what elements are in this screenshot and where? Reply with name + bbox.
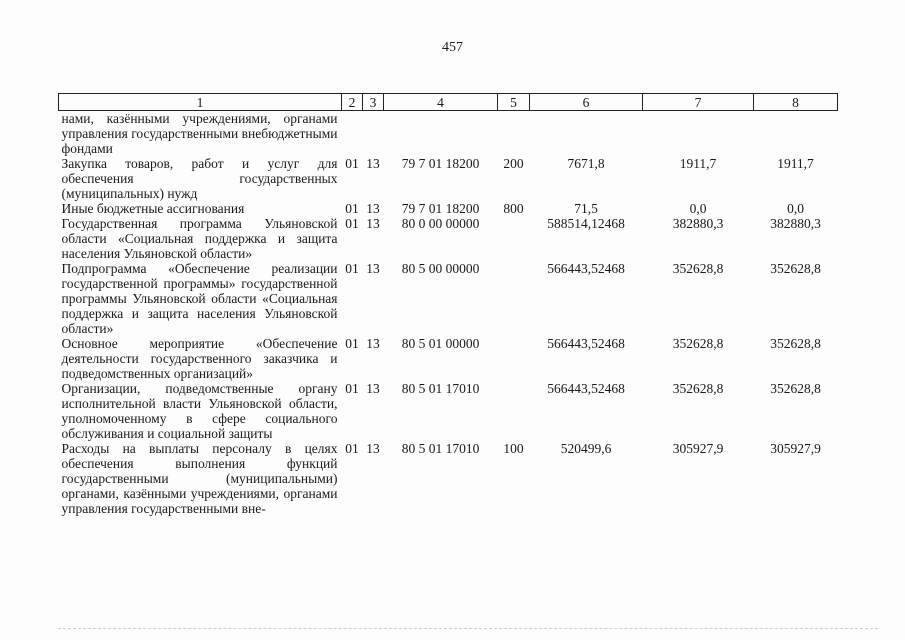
row-subsection: 13 <box>366 441 380 456</box>
row-value-6: 7671,8 <box>567 156 605 171</box>
row-section: 01 <box>345 201 359 216</box>
row-subsection: 13 <box>366 336 380 351</box>
row-value-8: 352628,8 <box>770 336 821 351</box>
table-row <box>59 381 838 441</box>
row-section: 01 <box>345 156 359 171</box>
row-value-6: 71,5 <box>574 201 598 216</box>
row-section: 01 <box>345 336 359 351</box>
row-value-6: 520499,6 <box>560 441 612 456</box>
row-target-article: 80 5 01 00000 <box>401 336 480 351</box>
row-name: нами, казёнными учреждениями, органами управления государственными внебюджетными фондами <box>61 111 338 156</box>
budget-table <box>58 93 838 516</box>
row-target-article: 80 5 01 17010 <box>401 441 480 456</box>
row-subsection <box>363 111 384 157</box>
row-expense-type <box>498 381 530 441</box>
row-value-8: 305927,9 <box>770 441 821 456</box>
row-value-7: 305927,9 <box>672 441 724 456</box>
row-name: Основное мероприятие «Обеспечение деятельности государственного заказчика и подведомственных организаций» <box>61 336 338 381</box>
column-header-5: 5 <box>498 94 530 111</box>
table-row <box>59 441 838 516</box>
column-header-6: 6 <box>530 94 643 111</box>
row-value-6: 566443,52468 <box>547 261 625 276</box>
row-value-7: 382880,3 <box>672 216 724 231</box>
row-target-article: 79 7 01 18200 <box>401 156 480 171</box>
row-expense-type <box>498 216 530 261</box>
row-expense-type <box>498 336 530 381</box>
page-bottom-edge <box>58 628 878 629</box>
row-subsection: 13 <box>366 156 380 171</box>
row-value-8: 352628,8 <box>770 261 821 276</box>
row-section: 01 <box>345 441 359 456</box>
row-value-7: 1911,7 <box>679 156 717 171</box>
column-header-3: 3 <box>363 94 384 111</box>
table-row <box>59 336 838 381</box>
table-header-row <box>59 94 838 111</box>
row-section: 01 <box>345 381 359 396</box>
row-section: 01 <box>345 216 359 231</box>
row-value-7: 0,0 <box>689 201 707 216</box>
row-subsection: 13 <box>366 261 380 276</box>
row-value-8: 0,0 <box>787 201 804 216</box>
row-value-7 <box>643 111 754 157</box>
row-value-8 <box>754 111 838 157</box>
column-header-2: 2 <box>342 94 363 111</box>
row-target-article: 80 5 01 17010 <box>401 381 480 396</box>
table-row <box>59 216 838 261</box>
table-row <box>59 201 838 216</box>
row-value-8: 382880,3 <box>770 216 821 231</box>
column-header-7: 7 <box>643 94 754 111</box>
row-name: Организации, подведомственные органу исполнительной власти Ульяновской области, уполномоченному в сфере социального обслуживания и социальной защиты <box>61 381 338 441</box>
row-target-article: 79 7 01 18200 <box>401 201 480 216</box>
row-value-8: 352628,8 <box>770 381 821 396</box>
row-section: 01 <box>345 261 359 276</box>
row-expense-type: 200 <box>503 156 524 171</box>
column-header-8: 8 <box>754 94 838 111</box>
row-name: Иные бюджетные ассигнования <box>61 201 245 216</box>
row-expense-type: 100 <box>503 441 524 456</box>
row-target-article <box>384 111 498 157</box>
row-section <box>342 111 363 157</box>
column-header-1: 1 <box>59 94 342 111</box>
row-expense-type <box>498 261 530 336</box>
row-value-7: 352628,8 <box>672 261 724 276</box>
row-subsection: 13 <box>366 216 380 231</box>
row-value-7: 352628,8 <box>672 381 724 396</box>
row-subsection: 13 <box>366 381 380 396</box>
table-row <box>59 111 838 157</box>
row-name: Расходы на выплаты персоналу в целях обеспечения выполнения функций государственными (муниципальными) органами, казёнными учреждениями, органами управления государственными вне- <box>61 441 338 516</box>
row-subsection: 13 <box>366 201 380 216</box>
page-number: 457 <box>442 40 463 55</box>
row-value-6: 566443,52468 <box>547 336 625 351</box>
column-header-4: 4 <box>384 94 498 111</box>
row-name: Государственная программа Ульяновской области «Социальная поддержка и защита населения Ульяновской области» <box>61 216 338 261</box>
table-row <box>59 156 838 201</box>
row-name: Подпрограмма «Обеспечение реализации государственной программы» государственной программы Ульяновской области «Социальная поддержка и защита населения Ульяновской области» <box>61 261 338 336</box>
row-target-article: 80 0 00 00000 <box>401 216 480 231</box>
row-value-6 <box>530 111 643 157</box>
row-value-6: 566443,52468 <box>547 381 625 396</box>
table-row <box>59 261 838 336</box>
row-expense-type: 800 <box>503 201 524 216</box>
row-expense-type <box>498 111 530 157</box>
row-value-7: 352628,8 <box>672 336 724 351</box>
row-name: Закупка товаров, работ и услуг для обеспечения государственных (муниципальных) нужд <box>61 156 338 201</box>
row-value-8: 1911,7 <box>777 156 814 171</box>
row-value-6: 588514,12468 <box>547 216 625 231</box>
row-target-article: 80 5 00 00000 <box>401 261 480 276</box>
